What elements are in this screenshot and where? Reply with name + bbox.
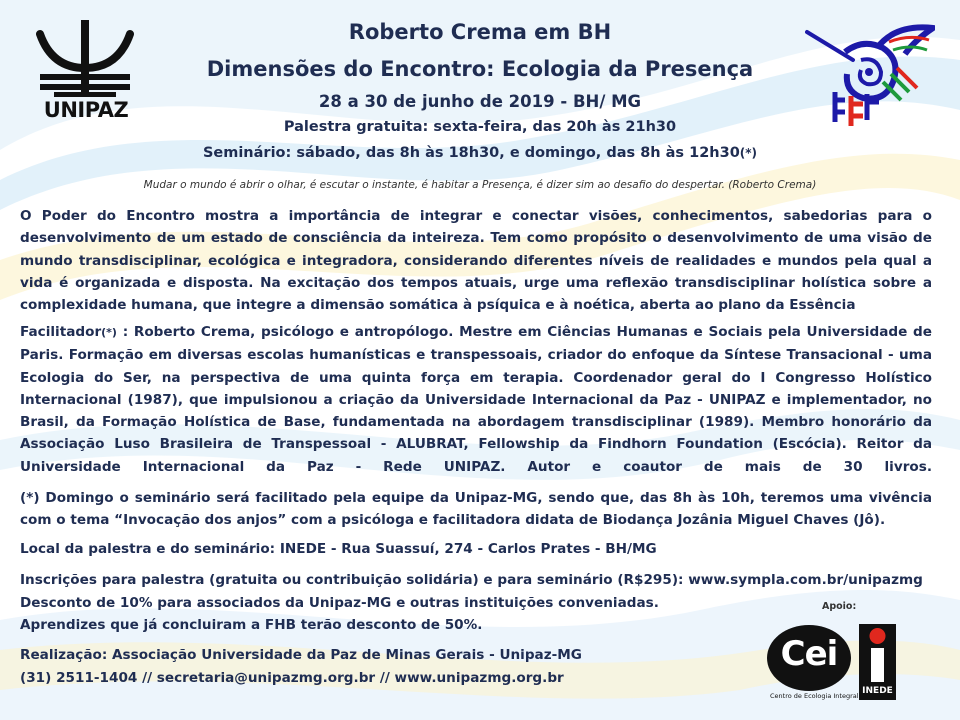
local-line: Local da palestra e do seminário: INEDE - Rua Suassuí, 274 - Carlos Prates - BH/MG [20,541,657,557]
description-paragraph: O Poder do Encontro mostra a importância de integrar e conectar visões, conhecimentos, sabedorias para o desenvolvimento de um estado de consciência da inteireza. Tem como propósito o desenvolvimento de uma visão de mundo transdisciplinar, ecológica e integradora, considerando diferentes níveis de realidades e mundos pela qual a vida é organizada e disposta. Na excitação dos tempos atuais, urge uma reflexão transdisciplinar holística sobre a complexidade humana, que integre a dimensão somática à psíquica e à noética, aberta ao plano da Essência [20,208,932,314]
desconto-line: Desconto de 10% para associados da Unipaz-MG e outras instituições conveniadas. [20,595,659,611]
facilitador-label: Facilitador [20,324,102,340]
palestra-schedule: Palestra gratuita: sexta-feira, das 20h às 21h30 [283,119,677,135]
unipaz-logo [30,14,140,124]
apoio-label: Apoio: [822,601,857,612]
contact-line: (31) 2511-1404 // secretaria@unipazmg.org.br // www.unipazmg.org.br [20,670,564,686]
hummingbird-logo [805,20,935,130]
seminario-text: Seminário: sábado, das 8h às 18h30, e domingo, das 8h às 12h30 [202,145,740,161]
cei-wordmark: Cei [780,634,838,674]
facilitador-text: : Roberto Crema, psicólogo e antropólogo. Mestre em Ciências Humanas e Sociais pela Universidade de Paris. Formação em diversas escolas humanísticas e transpessoais, criador do enfoque da Síntese Transacional - uma Ecologia do Ser, na perspectiva de uma quinta força em terapia. Coordenador geral do I Congresso Holístico Internacional (1987), que impulsionou a criação da Universidade Internacional da Paz - UNIPAZ e implementador, no Brasil, da Formação Holística de Base, fundamentada na abordagem transdisciplinar (1989). Membro honorário da Associação Luso Brasileira de Transpessoal - ALUBRAT, Fellowship da Findhorn Foundation (Escócia). Reitor da Universidade Internacional da Paz - Rede UNIPAZ. Autor e coautor de mais de 30 livros. [20,324,932,475]
quote: Mudar o mundo é abrir o olhar, é escutar o instante, é habitar a Presença, é dizer sim ao desafio do despertar. (Roberto Crema) [143,179,817,191]
facilitador-paragraph [20,321,932,478]
realizacao-line: Realização: Associação Universidade da Paz de Minas Gerais - Unipaz-MG [20,647,582,663]
note-paragraph: (*) Domingo o seminário será facilitado pela equipe da Unipaz-MG, sendo que, das 8h às 10h, teremos uma vivência com o tema “Invocação dos anjos” com a psicóloga e facilitadora didata de Biodança Jozânia Miguel Chaves (Jô). [20,490,932,529]
facilitador-footnote-mark: (*) [101,326,117,339]
seminario-schedule [130,145,830,161]
aprendizes-line: Aprendizes que já concluiram a FHB terão desconto de 50%. [20,617,483,633]
event-title: Roberto Crema em BH [348,20,612,44]
unipaz-wordmark: UNIPAZ [43,98,129,122]
cei-caption: Centro de Ecologia Integral [770,692,859,700]
inede-wordmark: INEDE [862,686,893,696]
seminario-footnote-mark: (*) [739,146,758,160]
inscricoes-line: Inscrições para palestra (gratuita ou contribuição solidária) e para seminário (R$295): www.sympla.com.br/unipazmg [20,572,923,588]
event-subtitle: Dimensões do Encontro: Ecologia da Presença [206,57,754,81]
inede-logo [859,624,896,700]
cei-logo [766,624,852,692]
event-dates: 28 a 30 de junho de 2019 - BH/ MG [318,92,642,111]
